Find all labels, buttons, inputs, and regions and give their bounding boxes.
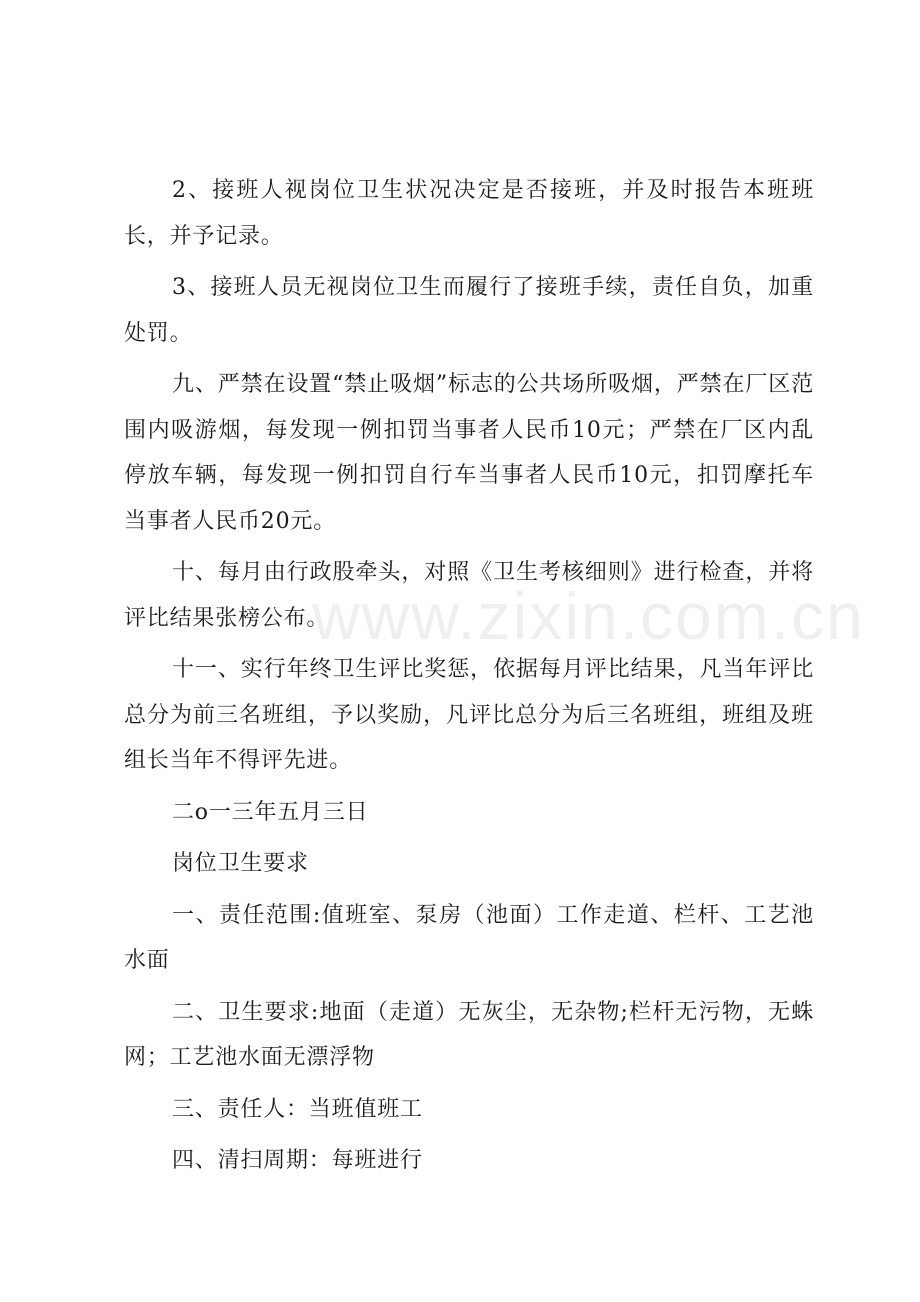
document-date: 二o一三年五月三日 bbox=[172, 799, 369, 825]
section-title: 岗位卫生要求 bbox=[172, 851, 309, 876]
paragraph-jieban-responsibility: 3、接班人员无视岗位卫生而履行了接班手续，责任自负，加重处罚。 bbox=[124, 275, 814, 346]
paragraph-rule-eleven-awards: 十一、实行年终卫生评比奖惩，依据每月评比结果，凡当年评比总分为前三名班组，予以奖励，凡评比总分为后三名班组，班组及班组长当年不得评先进。 bbox=[124, 657, 814, 773]
requirement-cleaning-cycle: 四、清扫周期：每班进行 bbox=[172, 1148, 423, 1173]
requirement-responsible-person: 三、责任人：当班值班工 bbox=[172, 1096, 423, 1122]
watermark-text: www.zixin.com.cn bbox=[312, 579, 865, 653]
paragraph-jieban-report: 2、接班人视岗位卫生状况决定是否接班，并及时报告本班班长，并予记录。 bbox=[124, 178, 814, 249]
requirement-scope: 一、责任范围:值班室、泵房（池面）工作走道、栏杆、工艺池水面 bbox=[124, 902, 814, 973]
requirement-hygiene: 二、卫生要求:地面（走道）无灰尘，无杂物;栏杆无污物，无蛛网；工艺池水面无漂浮物 bbox=[124, 999, 814, 1070]
paragraph-rule-ten-inspection: 十、每月由行政股牵头，对照《卫生考核细则》进行检查，并将评比结果张榜公布。 bbox=[124, 560, 814, 631]
document-body bbox=[124, 168, 814, 1190]
paragraph-rule-nine-smoking: 九、严禁在设置“禁止吸烟”标志的公共场所吸烟，严禁在厂区范围内吸游烟，每发现一例扣罚当事者人民币10元；严禁在厂区内乱停放车辆，每发现一例扣罚自行车当事者人民币10元，扣罚摩托车当事者人民币20元。 bbox=[124, 372, 814, 534]
